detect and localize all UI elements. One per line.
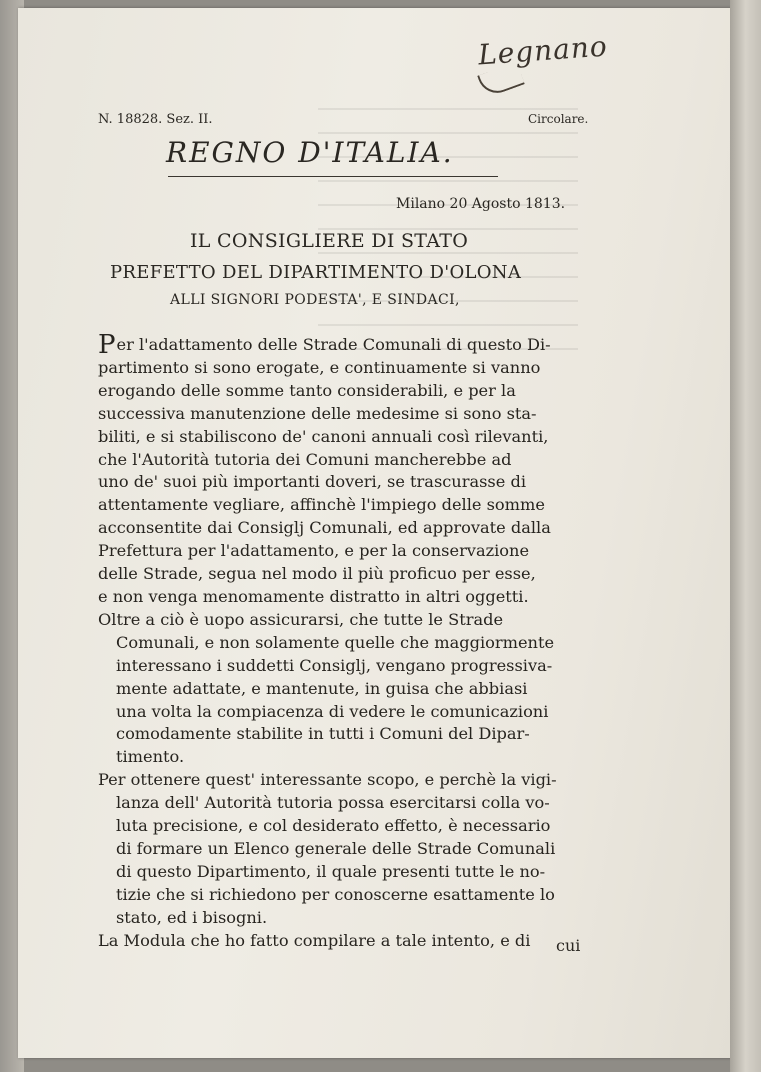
paragraph-line: e non venga menomamente distratto in altri oggetti.: [98, 586, 529, 606]
paragraph-1: [98, 330, 596, 609]
paragraph-line: biliti, e si stabiliscono de' canoni annuali così rilevanti,: [98, 426, 549, 446]
drop-cap: P: [98, 330, 116, 360]
heading-prefetto: PREFETTO DEL DIPARTIMENTO D'OLONA: [110, 262, 522, 283]
paragraph-line: stato, ed i bisogni.: [116, 907, 268, 927]
paragraph-line: interessano i suddetti Consiglj, vengano progressiva-: [116, 655, 553, 675]
paragraph-line: mente adattate, e mantenute, in guisa che abbiasi: [116, 678, 528, 698]
document-page: [18, 8, 736, 1058]
page-title: REGNO D'ITALIA.: [166, 136, 454, 169]
paragraph-line: attentamente vegliare, affinchè l'impiego delle somme: [98, 495, 545, 515]
paragraph-line: uno de' suoi più importanti doveri, se trascurasse di: [98, 472, 527, 492]
document-date: Milano 20 Agosto 1813.: [396, 196, 566, 212]
heading-addressees: ALLI SIGNORI PODESTA', E SINDACI,: [170, 292, 460, 308]
paragraph-line: delle Strade, segua nel modo il più proficuo per esse,: [98, 564, 536, 584]
paragraph-line: successiva manutenzione delle medesime si sono sta-: [98, 403, 537, 423]
paragraph-2: [98, 609, 596, 769]
title-underline: [168, 176, 498, 177]
paragraph-line: timento.: [116, 747, 185, 767]
paragraph-line: di formare un Elenco generale delle Strade Comunali: [116, 838, 556, 858]
catchword: cui: [556, 936, 581, 955]
paragraph-3: [98, 769, 596, 929]
paragraph-line: lanza dell' Autorità tutoria possa esercitarsi colla vo-: [116, 793, 550, 813]
paragraph-4: [98, 930, 596, 953]
line-text: er l'adattamento delle Strade Comunali di questo Di-: [116, 335, 551, 354]
paragraph-line: erogando delle somme tanto considerabili, e per la: [98, 380, 516, 400]
paragraph-line: Per ottenere quest' interessante scopo, e perchè la vigi-: [98, 770, 557, 790]
paragraph-line: acconsentite dai Consiglj Comunali, ed approvate dalla: [98, 518, 551, 538]
adjacent-page-edge-right: [730, 0, 761, 1072]
paragraph-line: Prefettura per l'adattamento, e per la conservazione: [98, 541, 530, 561]
paragraph-line: tizie che si richiedono per conoscerne esattamente lo: [116, 884, 555, 904]
paragraph-line: Oltre a ciò è uopo assicurarsi, che tutte le Strade: [98, 609, 504, 629]
paragraph-line: comodamente stabilite in tutti i Comuni del Dipar-: [116, 724, 530, 744]
paragraph-line: partimento si sono erogate, e continuamente si vanno: [98, 357, 541, 377]
paragraph-line: che l'Autorità tutoria dei Comuni mancherebbe ad: [98, 449, 512, 469]
paragraph-line: Comunali, e non solamente quelle che maggiormente: [116, 632, 555, 652]
document-type: Circolare.: [528, 112, 589, 126]
paragraph-line: La Modula che ho fatto compilare a tale intento, e di: [98, 930, 531, 950]
paragraph-line: di questo Dipartimento, il quale presenti tutte le no-: [116, 861, 546, 881]
heading-consigliere: IL CONSIGLIERE DI STATO: [190, 230, 469, 252]
paragraph-line: luta precisione, e col desiderato effetto, è necessario: [116, 816, 551, 836]
document-number: N. 18828. Sez. II.: [98, 112, 213, 127]
body-text: [98, 330, 596, 952]
paragraph-line: [98, 330, 596, 360]
paragraph-line: una volta la compiacenza di vedere le comunicazioni: [116, 701, 549, 721]
handwritten-annotation: Legnano: [477, 29, 609, 72]
